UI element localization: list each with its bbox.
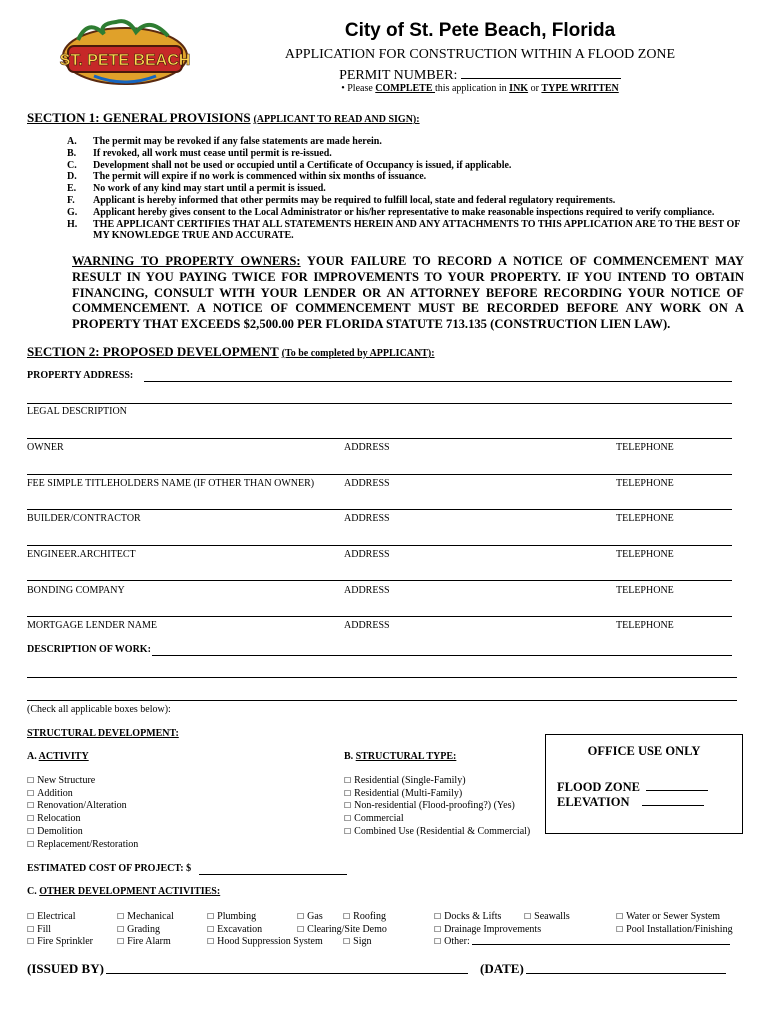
other-col-5[interactable] <box>343 911 386 949</box>
other-checkbox[interactable]: ☐ Other: <box>434 936 541 949</box>
logo-text: ST. PETE BEACH <box>59 52 191 69</box>
telephone-label: TELEPHONE <box>616 620 674 631</box>
telephone-label: TELEPHONE <box>616 513 674 524</box>
sign-checkbox[interactable]: ☐ Sign <box>343 936 386 949</box>
section1-heading: SECTION 1: GENERAL PROVISIONS (APPLICANT TO READ AND SIGN): <box>27 110 420 125</box>
address-label: ADDRESS <box>344 442 390 453</box>
address-label: ADDRESS <box>344 478 390 489</box>
address-label: ADDRESS <box>344 620 390 631</box>
renovation-checkbox[interactable]: ☐ Renovation/Alteration <box>27 800 138 813</box>
property-owner-warning: WARNING TO PROPERTY OWNERS: YOUR FAILURE TO RECORD A NOTICE OF COMMENCEMENT MAY RESULT IN YOU PAYING TWICE FOR IMPROVEMENTS TO YOUR PROPERTY. IF YOU INTEND TO OBTAIN FINANCING, CONSULT WITH YOUR LENDER OR AN ATTORNEY BEFORE RECORDING YOUR NOTICE OF COMMENCEMENT. A NOTICE OF COMMENCEMENT MUST BE RECORDED BEFORE ANY WORK ON A PROPERTY THAT EXCEEDS $2,500.00 PER FLORIDA STATUTE 713.135 (CONSTRUCTION LIEN LAW). <box>72 254 744 332</box>
permit-number-label: PERMIT NUMBER: <box>339 68 458 83</box>
description-label: DESCRIPTION OF WORK: <box>27 644 151 655</box>
bonding-field[interactable] <box>27 616 732 617</box>
combined-use-checkbox[interactable]: ☐ Combined Use (Residential & Commercial) <box>344 826 530 839</box>
fill-checkbox[interactable]: ☐ Fill <box>27 924 93 937</box>
description-line3[interactable] <box>27 700 737 701</box>
other-col-8[interactable] <box>616 911 733 936</box>
property-address-label: PROPERTY ADDRESS: <box>27 370 134 381</box>
address-label: ADDRESS <box>344 549 390 560</box>
legal-description-label: LEGAL DESCRIPTION <box>27 406 127 417</box>
seawalls-checkbox[interactable]: ☐ Seawalls <box>524 911 570 924</box>
builder-label: BUILDER/CONTRACTOR <box>27 513 141 524</box>
office-use-box <box>545 734 743 834</box>
excavation-checkbox[interactable]: ☐ Excavation <box>207 924 323 937</box>
pool-checkbox[interactable]: ☐ Pool Installation/Finishing <box>616 924 733 937</box>
engineer-field[interactable] <box>27 580 732 581</box>
gas-checkbox[interactable]: ☐ Gas <box>297 911 387 924</box>
section2-heading: SECTION 2: PROPOSED DEVELOPMENT (To be completed by APPLICANT): <box>27 344 435 359</box>
fire-alarm-checkbox[interactable]: ☐ Fire Alarm <box>117 936 174 949</box>
property-address-line2[interactable] <box>27 403 732 404</box>
activity-checkboxes[interactable] <box>27 775 138 851</box>
multi-family-checkbox[interactable]: ☐ Residential (Multi-Family) <box>344 788 530 801</box>
replacement-checkbox[interactable]: ☐ Replacement/Restoration <box>27 839 138 852</box>
engineer-label: ENGINEER.ARCHITECT <box>27 549 136 560</box>
clearing-checkbox[interactable]: ☐ Clearing/Site Demo <box>297 924 387 937</box>
electrical-checkbox[interactable]: ☐ Electrical <box>27 911 93 924</box>
telephone-label: TELEPHONE <box>616 549 674 560</box>
roofing-checkbox[interactable]: ☐ Roofing <box>343 911 386 924</box>
date-field[interactable] <box>526 973 726 974</box>
flood-zone-row: FLOOD ZONE <box>557 778 708 795</box>
elevation-field[interactable] <box>642 793 704 806</box>
description-line2[interactable] <box>27 677 737 678</box>
telephone-label: TELEPHONE <box>616 585 674 596</box>
hood-suppression-checkbox[interactable]: ☐ Hood Suppression System <box>207 936 323 949</box>
plumbing-checkbox[interactable]: ☐ Plumbing <box>207 911 323 924</box>
other-col-7[interactable] <box>524 911 570 924</box>
legal-description-field[interactable] <box>27 438 732 439</box>
fire-sprinkler-checkbox[interactable]: ☐ Fire Sprinkler <box>27 936 93 949</box>
estimated-cost-label: ESTIMATED COST OF PROJECT: $ <box>27 863 192 874</box>
structural-type-checkboxes[interactable] <box>344 775 530 839</box>
docks-lifts-checkbox[interactable]: ☐ Docks & Lifts <box>434 911 541 924</box>
non-residential-checkbox[interactable]: ☐ Non-residential (Flood-proofing?) (Yes) <box>344 800 530 813</box>
elevation-row: ELEVATION <box>557 793 704 810</box>
owner-field[interactable] <box>27 474 732 475</box>
issued-by-field[interactable] <box>106 973 468 974</box>
property-address-field[interactable] <box>144 381 732 382</box>
other-activities-heading: C. OTHER DEVELOPMENT ACTIVITIES: <box>27 886 221 897</box>
check-note: (Check all applicable boxes below): <box>27 704 171 715</box>
bonding-label: BONDING COMPANY <box>27 585 125 596</box>
office-use-title: OFFICE USE ONLY <box>587 744 701 758</box>
telephone-label: TELEPHONE <box>616 442 674 453</box>
address-label: ADDRESS <box>344 585 390 596</box>
grading-checkbox[interactable]: ☐ Grading <box>117 924 174 937</box>
structural-development-label: STRUCTURAL DEVELOPMENT: <box>27 728 179 739</box>
relocation-checkbox[interactable]: ☐ Relocation <box>27 813 138 826</box>
other-field[interactable] <box>472 944 730 945</box>
demolition-checkbox[interactable]: ☐ Demolition <box>27 826 138 839</box>
other-col-2[interactable] <box>117 911 174 949</box>
drainage-checkbox[interactable]: ☐ Drainage Improvements <box>434 924 541 937</box>
form-subtitle: APPLICATION FOR CONSTRUCTION WITHIN A FLOOD ZONE <box>284 47 676 62</box>
flood-zone-field[interactable] <box>646 778 708 791</box>
titleholder-label: FEE SIMPLE TITLEHOLDERS NAME (IF OTHER THAN OWNER) <box>27 478 315 489</box>
other-col-1[interactable] <box>27 911 93 949</box>
page-title: City of St. Pete Beach, Florida <box>344 20 616 41</box>
structural-type-heading: B. STRUCTURAL TYPE: <box>344 751 457 762</box>
single-family-checkbox[interactable]: ☐ Residential (Single-Family) <box>344 775 530 788</box>
provisions-list: A. The permit may be revoked if any false statements are made herein. B. If revoked, all work must cease until permit is re-issued. C. Development shall not be used or occupied until a Certificate of Occupancy is issued, if applicable. D. The permit will expire if no work is commenced within six months of issuance. E. No work of any kind may start until a permit is issued. F. Applicant is hereby informed that other permits may be required to fulfill local, state and federal regulatory requirements. G. Applicant hereby gives consent to the Local Administrator or his/her representative to make reasonable inspections required to verify compliance. H. THE APPLICANT CERTIFIES THAT ALL STATEMENTS HEREIN AND ANY ATTACHMENTS TO THIS APPLICATION ARE TO THE BEST OF MY KNOWLEDGE TRUE AND ACCURATE. <box>67 136 740 242</box>
owner-label: OWNER <box>27 442 64 453</box>
addition-checkbox[interactable]: ☐ Addition <box>27 788 138 801</box>
estimated-cost-field[interactable] <box>199 874 347 875</box>
city-logo <box>58 16 192 88</box>
titleholder-field[interactable] <box>27 509 732 510</box>
date-label: (DATE) <box>480 961 524 976</box>
issued-by-label: (ISSUED BY) <box>27 961 104 976</box>
permit-number-field[interactable] <box>461 65 621 79</box>
builder-field[interactable] <box>27 545 732 546</box>
commercial-checkbox[interactable]: ☐ Commercial <box>344 813 530 826</box>
telephone-label: TELEPHONE <box>616 478 674 489</box>
water-sewer-checkbox[interactable]: ☐ Water or Sewer System <box>616 911 733 924</box>
bullet-icon: • <box>341 83 348 94</box>
permit-number-row <box>210 65 750 84</box>
instruction-note: • Please COMPLETE this application in INK or TYPE WRITTEN <box>341 83 619 94</box>
mechanical-checkbox[interactable]: ☐ Mechanical <box>117 911 174 924</box>
description-field[interactable] <box>152 655 732 656</box>
activity-heading: A. ACTIVITY <box>27 751 89 762</box>
mortgage-label: MORTGAGE LENDER NAME <box>27 620 157 631</box>
address-label: ADDRESS <box>344 513 390 524</box>
new-structure-checkbox[interactable]: ☐ New Structure <box>27 775 138 788</box>
